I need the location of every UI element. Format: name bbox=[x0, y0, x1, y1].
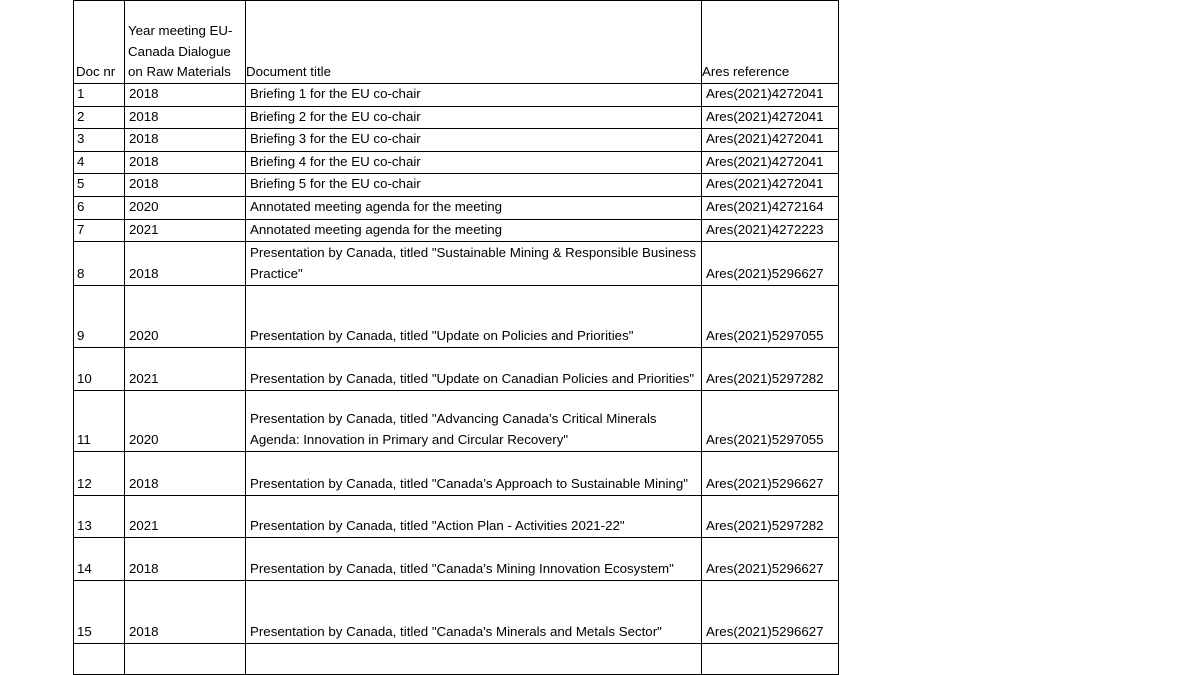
document-list-table bbox=[73, 0, 839, 675]
table-row bbox=[74, 174, 839, 197]
cell-doc-nr[interactable] bbox=[74, 581, 125, 644]
table-row bbox=[74, 581, 839, 644]
cell-doc-nr[interactable] bbox=[74, 348, 125, 391]
cell-doc-nr[interactable] bbox=[74, 129, 125, 152]
cell-ares-reference[interactable] bbox=[702, 84, 839, 107]
cell-document-title-text: Presentation by Canada, titled "Action Plan - Activities 2021-22" bbox=[250, 517, 625, 533]
cell-year[interactable] bbox=[125, 106, 246, 129]
cell-document-title[interactable] bbox=[246, 84, 702, 107]
cell-doc-nr-text: 14 bbox=[77, 560, 92, 576]
table-row bbox=[74, 644, 839, 675]
cell-year-text: 2020 bbox=[129, 431, 159, 447]
cell-year-text: 2020 bbox=[129, 198, 159, 214]
cell-doc-nr-text: 2 bbox=[77, 108, 85, 124]
table-row bbox=[74, 452, 839, 496]
cell-year[interactable] bbox=[125, 452, 246, 496]
cell-ares-reference-text: Ares(2021)4272223 bbox=[706, 221, 824, 237]
cell-year-text: 2021 bbox=[129, 517, 159, 533]
cell-doc-nr[interactable] bbox=[74, 644, 125, 675]
table-row bbox=[74, 106, 839, 129]
cell-document-title-text: Presentation by Canada, titled "Canada's Minerals and Metals Sector" bbox=[250, 623, 662, 639]
table-row bbox=[74, 538, 839, 581]
cell-ares-reference-text: Ares(2021)5297282 bbox=[706, 517, 824, 533]
cell-document-title-text: Presentation by Canada, titled "Canada’s Approach to Sustainable Mining" bbox=[250, 475, 688, 491]
cell-ares-reference[interactable] bbox=[702, 219, 839, 242]
cell-doc-nr-text: 12 bbox=[77, 475, 92, 491]
cell-ares-reference-text: Ares(2021)5296627 bbox=[706, 623, 824, 639]
cell-year-text: 2018 bbox=[129, 560, 159, 576]
cell-year[interactable] bbox=[125, 286, 246, 348]
cell-doc-nr[interactable] bbox=[74, 538, 125, 581]
cell-year-text: 2018 bbox=[129, 623, 159, 639]
cell-document-title[interactable] bbox=[246, 196, 702, 219]
cell-ares-reference-text: Ares(2021)4272041 bbox=[706, 131, 824, 147]
cell-ares-reference[interactable] bbox=[702, 452, 839, 496]
table-row bbox=[74, 348, 839, 391]
table-row bbox=[74, 151, 839, 174]
cell-doc-nr-text: 4 bbox=[77, 153, 85, 169]
cell-document-title-text bbox=[246, 673, 701, 674]
cell-document-title-text: Annotated meeting agenda for the meeting bbox=[250, 221, 503, 237]
table-row bbox=[74, 391, 839, 452]
cell-doc-nr-text: 10 bbox=[77, 370, 92, 386]
cell-doc-nr[interactable] bbox=[74, 452, 125, 496]
cell-ares-reference-text: Ares(2021)4272164 bbox=[706, 198, 824, 214]
cell-doc-nr-text: 15 bbox=[77, 623, 92, 639]
cell-ares-reference[interactable] bbox=[702, 581, 839, 644]
cell-year-text: 2021 bbox=[129, 221, 159, 237]
cell-document-title[interactable] bbox=[246, 348, 702, 391]
cell-ares-reference[interactable] bbox=[702, 644, 839, 675]
table-header bbox=[74, 1, 839, 84]
table-body bbox=[74, 84, 839, 675]
cell-doc-nr-text bbox=[74, 673, 124, 674]
cell-year[interactable] bbox=[125, 219, 246, 242]
column-header-year-meeting: Year meeting EU-Canada Dialogue on Raw Materials bbox=[125, 1, 246, 84]
cell-ares-reference[interactable] bbox=[702, 174, 839, 197]
cell-year[interactable] bbox=[125, 644, 246, 675]
cell-doc-nr[interactable] bbox=[74, 242, 125, 286]
cell-ares-reference-text: Ares(2021)5296627 bbox=[706, 560, 824, 576]
cell-year-text: 2018 bbox=[129, 108, 159, 124]
cell-ares-reference[interactable] bbox=[702, 242, 839, 286]
cell-document-title-text: Presentation by Canada, titled "Update on Policies and Priorities" bbox=[250, 327, 634, 343]
cell-document-title[interactable] bbox=[246, 129, 702, 152]
cell-year[interactable] bbox=[125, 84, 246, 107]
cell-ares-reference-text: Ares(2021)5297055 bbox=[706, 327, 824, 343]
cell-year-text: 2018 bbox=[129, 153, 159, 169]
cell-doc-nr-text: 6 bbox=[77, 198, 85, 214]
table-row bbox=[74, 242, 839, 286]
cell-document-title[interactable] bbox=[246, 242, 702, 286]
table-row bbox=[74, 286, 839, 348]
cell-document-title[interactable] bbox=[246, 174, 702, 197]
cell-doc-nr[interactable] bbox=[74, 84, 125, 107]
table-row bbox=[74, 196, 839, 219]
cell-document-title[interactable] bbox=[246, 538, 702, 581]
cell-year-text: 2020 bbox=[129, 327, 159, 343]
cell-year-text: 2018 bbox=[129, 475, 159, 491]
cell-year[interactable] bbox=[125, 129, 246, 152]
cell-doc-nr[interactable] bbox=[74, 174, 125, 197]
cell-document-title-text: Briefing 3 for the EU co-chair bbox=[250, 131, 421, 147]
cell-ares-reference-text: Ares(2021)5296627 bbox=[706, 265, 824, 281]
cell-doc-nr[interactable] bbox=[74, 196, 125, 219]
cell-ares-reference[interactable] bbox=[702, 129, 839, 152]
cell-document-title-text: Briefing 1 for the EU co-chair bbox=[250, 86, 421, 101]
cell-year-text: 2018 bbox=[129, 265, 159, 281]
cell-document-title[interactable] bbox=[246, 581, 702, 644]
cell-year[interactable] bbox=[125, 196, 246, 219]
cell-ares-reference[interactable] bbox=[702, 348, 839, 391]
cell-document-title[interactable] bbox=[246, 496, 702, 538]
cell-document-title-text: Presentation by Canada, titled "Update on Canadian Policies and Priorities" bbox=[250, 370, 695, 386]
cell-ares-reference-text: Ares(2021)5297282 bbox=[706, 370, 824, 386]
cell-doc-nr[interactable] bbox=[74, 286, 125, 348]
cell-year[interactable] bbox=[125, 174, 246, 197]
cell-ares-reference-text: Ares(2021)5296627 bbox=[706, 475, 824, 491]
cell-doc-nr-text: 9 bbox=[77, 327, 85, 343]
cell-ares-reference-text: Ares(2021)4272041 bbox=[706, 153, 824, 169]
cell-year[interactable] bbox=[125, 151, 246, 174]
table-row bbox=[74, 84, 839, 107]
cell-ares-reference[interactable] bbox=[702, 151, 839, 174]
cell-ares-reference-text: Ares(2021)4272041 bbox=[706, 86, 824, 101]
cell-year[interactable] bbox=[125, 348, 246, 391]
cell-year-text bbox=[125, 673, 245, 674]
cell-year-text: 2018 bbox=[129, 131, 159, 147]
cell-document-title[interactable] bbox=[246, 106, 702, 129]
cell-ares-reference[interactable] bbox=[702, 286, 839, 348]
cell-document-title-text: Presentation by Canada, titled "Canada’s Mining Innovation Ecosystem" bbox=[250, 560, 674, 576]
cell-year-text: 2021 bbox=[129, 370, 159, 386]
column-header-document-title: Document title bbox=[246, 1, 702, 84]
cell-doc-nr-text: 7 bbox=[77, 221, 85, 237]
table-row bbox=[74, 496, 839, 538]
cell-year-text: 2018 bbox=[129, 176, 159, 192]
cell-doc-nr-text: 13 bbox=[77, 517, 92, 533]
cell-document-title[interactable] bbox=[246, 644, 702, 675]
cell-document-title[interactable] bbox=[246, 151, 702, 174]
cell-year-text: 2018 bbox=[129, 86, 159, 101]
cell-doc-nr[interactable] bbox=[74, 219, 125, 242]
table-row bbox=[74, 219, 839, 242]
table-header-row bbox=[74, 1, 839, 84]
cell-doc-nr-text: 3 bbox=[77, 131, 85, 147]
table-row bbox=[74, 129, 839, 152]
cell-document-title[interactable] bbox=[246, 452, 702, 496]
cell-year[interactable] bbox=[125, 391, 246, 452]
cell-ares-reference-text bbox=[702, 673, 838, 674]
cell-ares-reference[interactable] bbox=[702, 106, 839, 129]
cell-document-title[interactable] bbox=[246, 286, 702, 348]
cell-doc-nr[interactable] bbox=[74, 151, 125, 174]
cell-document-title-text: Presentation by Canada, titled "Advancing Canada’s Critical Minerals Agenda: Innovation in Primary and Circular Recovery" bbox=[250, 410, 657, 447]
cell-doc-nr[interactable] bbox=[74, 496, 125, 538]
cell-document-title-text: Annotated meeting agenda for the meeting bbox=[250, 198, 503, 214]
cell-document-title[interactable] bbox=[246, 391, 702, 452]
cell-year[interactable] bbox=[125, 581, 246, 644]
cell-ares-reference[interactable] bbox=[702, 496, 839, 538]
cell-document-title[interactable] bbox=[246, 219, 702, 242]
column-header-ares-reference: Ares reference bbox=[702, 1, 839, 84]
cell-year[interactable] bbox=[125, 538, 246, 581]
cell-document-title-text: Presentation by Canada, titled "Sustainable Mining & Responsible Business Practice" bbox=[250, 244, 696, 281]
cell-doc-nr-text: 1 bbox=[77, 86, 85, 101]
cell-ares-reference[interactable] bbox=[702, 391, 839, 452]
cell-ares-reference[interactable] bbox=[702, 538, 839, 581]
cell-doc-nr-text: 8 bbox=[77, 265, 85, 281]
cell-year[interactable] bbox=[125, 242, 246, 286]
cell-document-title-text: Briefing 4 for the EU co-chair bbox=[250, 153, 421, 169]
cell-ares-reference-text: Ares(2021)4272041 bbox=[706, 176, 824, 192]
column-header-doc-nr: Doc nr bbox=[74, 1, 125, 84]
cell-document-title-text: Briefing 5 for the EU co-chair bbox=[250, 176, 421, 192]
cell-doc-nr[interactable] bbox=[74, 106, 125, 129]
cell-ares-reference-text: Ares(2021)5297055 bbox=[706, 431, 824, 447]
cell-doc-nr-text: 11 bbox=[77, 431, 91, 447]
cell-doc-nr-text: 5 bbox=[77, 176, 85, 192]
cell-document-title-text: Briefing 2 for the EU co-chair bbox=[250, 108, 421, 124]
cell-ares-reference-text: Ares(2021)4272041 bbox=[706, 108, 824, 124]
cell-year[interactable] bbox=[125, 496, 246, 538]
cell-doc-nr[interactable] bbox=[74, 391, 125, 452]
cell-ares-reference[interactable] bbox=[702, 196, 839, 219]
